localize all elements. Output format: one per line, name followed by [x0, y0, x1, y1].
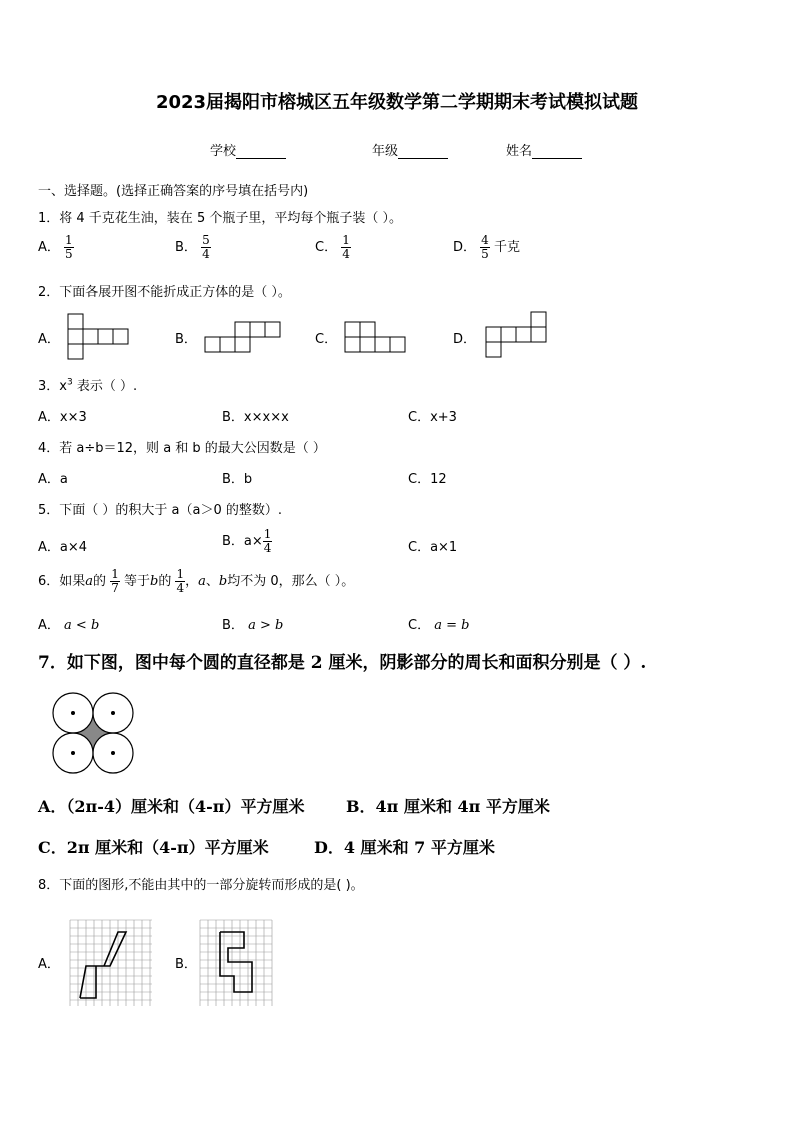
q7-option-a[interactable]: A．（2π-4）厘米和（4-π）平方厘米 — [38, 797, 305, 816]
q2-label-c[interactable]: C． — [315, 332, 338, 347]
four-circles-figure — [50, 690, 136, 776]
q2-label-a[interactable]: A． — [38, 332, 60, 347]
question-8: 8．下面的图形,不能由其中的一部分旋转而形成的是( )。 — [38, 878, 364, 893]
q3-option-b[interactable]: B．x×x×x — [222, 410, 289, 425]
q2-label-b[interactable]: B． — [175, 332, 197, 347]
q8-grid-figure-a — [68, 918, 154, 1008]
page-title: 2023届揭阳市榕城区五年级数学第二学期期末考试模拟试题 — [155, 92, 639, 113]
school-label: 学校 — [210, 144, 237, 159]
q7-option-b[interactable]: B．4π 厘米和 4π 平方厘米 — [346, 797, 550, 816]
grade-field[interactable] — [372, 140, 448, 159]
section-heading: 一、选择题。(选择正确答案的序号填在括号内) — [38, 184, 309, 199]
q8-label-b[interactable]: B． — [175, 957, 197, 972]
school-field[interactable] — [210, 140, 286, 159]
q8-label-a[interactable]: A． — [38, 957, 60, 972]
q4-option-b[interactable]: B．b — [222, 472, 253, 487]
grade-label: 年级 — [372, 144, 399, 159]
name-field[interactable] — [506, 140, 582, 159]
q2-net-a — [66, 312, 132, 360]
question-2: 2．下面各展开图不能折成正方体的是（ ）。 — [38, 285, 291, 300]
shaded-region — [73, 713, 113, 753]
q6-option-a[interactable]: A． a < b — [38, 618, 100, 633]
q8-grid-figure-b — [198, 918, 274, 1008]
q1-option-b[interactable]: B． $\frac{5}{4}$ — [175, 233, 210, 261]
question-4: 4．若 a÷b＝12，则 a 和 b 的最大公因数是（ ） — [38, 441, 326, 456]
question-1: 1．将 4 千克花生油，装在 5 个瓶子里，平均每个瓶子装（ ）。 — [38, 211, 402, 226]
q1-option-d[interactable]: D． $\frac{4}{5}$ 千克 — [453, 233, 520, 261]
q6-option-c[interactable]: C． a = b — [408, 618, 470, 633]
q3-option-c[interactable]: C．x+3 — [408, 410, 457, 425]
q5-option-b[interactable]: B．a× $\frac{1}{4}$ — [222, 527, 272, 555]
q7-option-d[interactable]: D．4 厘米和 7 平方厘米 — [314, 838, 495, 857]
q6-option-b[interactable]: B． a > b — [222, 618, 284, 633]
q3-option-a[interactable]: A．x×3 — [38, 410, 87, 425]
q4-option-a[interactable]: A．a — [38, 472, 68, 487]
q2-net-b — [203, 320, 283, 354]
question-3: 3．$x^3$ 表示（ ）. — [38, 377, 138, 394]
question-6: 6．如果a的 $\frac{1}{7}$ 等于b的 $\frac{1}{4}$ ，a、b均不为 0，那么（ ）。 — [38, 567, 355, 595]
q2-net-d — [484, 310, 550, 360]
q7-option-c[interactable]: C．2π 厘米和（4-π）平方厘米 — [38, 838, 269, 857]
question-5: 5．下面（ ）的积大于 a（a＞0 的整数）. — [38, 503, 283, 518]
q2-label-d[interactable]: D． — [453, 332, 477, 347]
q4-option-c[interactable]: C．12 — [408, 472, 447, 487]
question-7: 7．如下图，图中每个圆的直径都是 2 厘米，阴影部分的周长和面积分别是（ ）. — [38, 653, 647, 673]
q1-option-c[interactable]: C． $\frac{1}{4}$ — [315, 233, 350, 261]
q5-option-c[interactable]: C．a×1 — [408, 540, 458, 555]
q2-net-c — [343, 320, 409, 354]
q5-option-a[interactable]: A．a×4 — [38, 540, 88, 555]
q1-option-a[interactable]: A． $\frac{1}{5}$ — [38, 233, 73, 261]
name-label: 姓名 — [506, 144, 533, 159]
